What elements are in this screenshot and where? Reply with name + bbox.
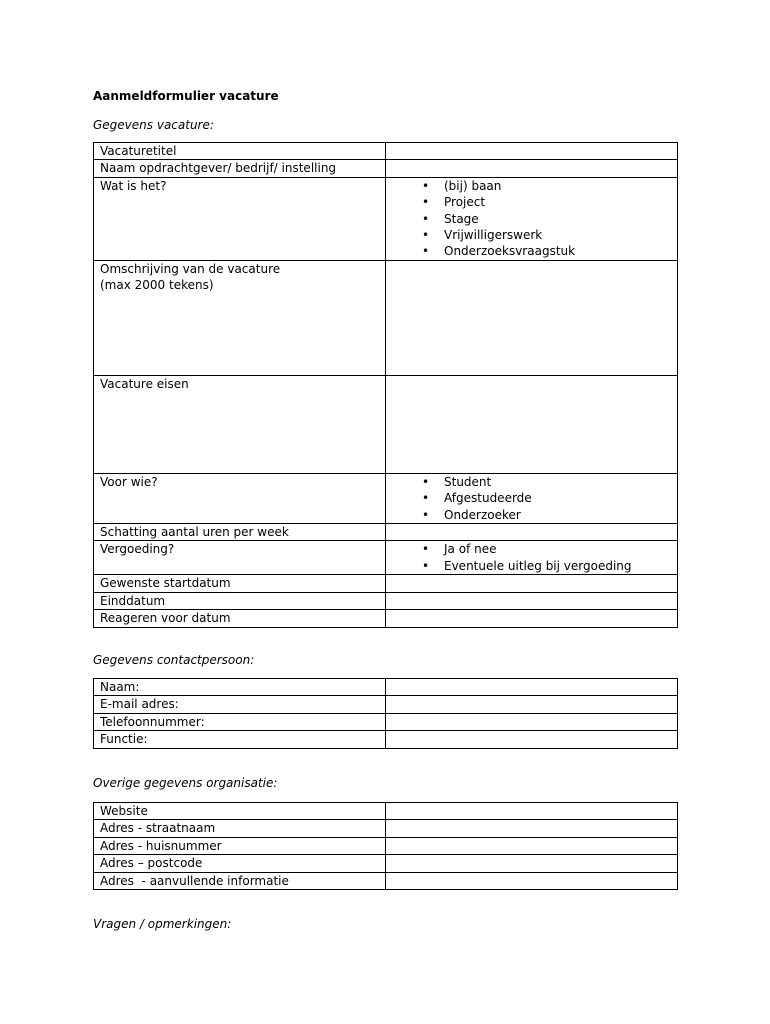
table-row	[94, 177, 678, 260]
option-list	[392, 178, 671, 260]
table-row	[94, 524, 678, 541]
table-row	[94, 679, 678, 696]
table-row	[94, 575, 678, 592]
table-row	[94, 541, 678, 575]
row-label: Vacature eisen	[94, 375, 386, 473]
list-item: • Ja of nee	[444, 541, 671, 557]
list-item: • Afgestudeerde	[444, 490, 671, 506]
row-label: Naam opdrachtgever/ bedrijf/ instelling	[94, 160, 386, 177]
naam-field[interactable]	[386, 679, 678, 696]
wat-is-het-field[interactable]	[386, 177, 678, 260]
functie-field[interactable]	[386, 731, 678, 748]
table-row	[94, 160, 678, 177]
row-label: Functie:	[94, 731, 386, 748]
list-item: • Student	[444, 474, 671, 490]
list-item: • Onderzoeker	[444, 507, 671, 523]
row-label: Telefoonnummer:	[94, 713, 386, 730]
omschrijving-field[interactable]	[386, 260, 678, 375]
list-item: • (bij) baan	[444, 178, 671, 194]
row-label: Adres - straatnaam	[94, 820, 386, 837]
table-row	[94, 696, 678, 713]
vacature-eisen-field[interactable]	[386, 375, 678, 473]
huisnummer-field[interactable]	[386, 837, 678, 854]
email-field[interactable]	[386, 696, 678, 713]
table-row	[94, 713, 678, 730]
table-row	[94, 375, 678, 473]
section-heading-contact: Gegevens contactpersoon:	[93, 653, 255, 667]
table-row	[94, 143, 678, 160]
row-label: Gewenste startdatum	[94, 575, 386, 592]
row-label: Wat is het?	[94, 177, 386, 260]
uren-per-week-field[interactable]	[386, 524, 678, 541]
opdrachtgever-field[interactable]	[386, 160, 678, 177]
einddatum-field[interactable]	[386, 592, 678, 609]
row-label: Adres – postcode	[94, 855, 386, 872]
option-list	[392, 474, 671, 523]
option-list	[392, 541, 671, 574]
startdatum-field[interactable]	[386, 575, 678, 592]
section-heading-vacature: Gegevens vacature:	[93, 118, 214, 132]
row-label: Website	[94, 803, 386, 820]
table-row	[94, 260, 678, 375]
website-field[interactable]	[386, 803, 678, 820]
list-item: • Onderzoeksvraagstuk	[444, 243, 671, 259]
table-row	[94, 473, 678, 523]
table-row	[94, 837, 678, 854]
table-row	[94, 731, 678, 748]
list-item: • Vrijwilligerswerk	[444, 227, 671, 243]
form-title: Aanmeldformulier vacature	[93, 89, 279, 103]
voor-wie-field[interactable]	[386, 473, 678, 523]
table-row	[94, 872, 678, 889]
table-row	[94, 592, 678, 609]
organisatie-table	[93, 802, 678, 890]
contact-table	[93, 678, 678, 749]
table-row	[94, 855, 678, 872]
vergoeding-field[interactable]	[386, 541, 678, 575]
row-label: Schatting aantal uren per week	[94, 524, 386, 541]
section-heading-vragen: Vragen / opmerkingen:	[93, 917, 232, 931]
table-row	[94, 803, 678, 820]
telefoonnummer-field[interactable]	[386, 713, 678, 730]
row-label: Adres - huisnummer	[94, 837, 386, 854]
row-label: E-mail adres:	[94, 696, 386, 713]
vacaturetitel-field[interactable]	[386, 143, 678, 160]
row-label: Voor wie?	[94, 473, 386, 523]
label-line: (max 2000 tekens)	[100, 278, 214, 293]
row-label: Vacaturetitel	[94, 143, 386, 160]
row-label: Naam:	[94, 679, 386, 696]
table-row	[94, 820, 678, 837]
list-item: • Project	[444, 194, 671, 210]
section-heading-organisatie: Overige gegevens organisatie:	[93, 776, 278, 790]
reageren-voor-datum-field[interactable]	[386, 610, 678, 627]
row-label: Adres - aanvullende informatie	[94, 872, 386, 889]
postcode-field[interactable]	[386, 855, 678, 872]
row-label	[94, 260, 386, 375]
row-label: Reageren voor datum	[94, 610, 386, 627]
list-item: • Stage	[444, 211, 671, 227]
row-label: Einddatum	[94, 592, 386, 609]
vacature-table	[93, 142, 678, 628]
table-row	[94, 610, 678, 627]
list-item: • Eventuele uitleg bij vergoeding	[444, 558, 671, 574]
row-label: Vergoeding?	[94, 541, 386, 575]
straatnaam-field[interactable]	[386, 820, 678, 837]
aanvullende-informatie-field[interactable]	[386, 872, 678, 889]
label-line: Omschrijving van de vacature	[100, 261, 281, 276]
